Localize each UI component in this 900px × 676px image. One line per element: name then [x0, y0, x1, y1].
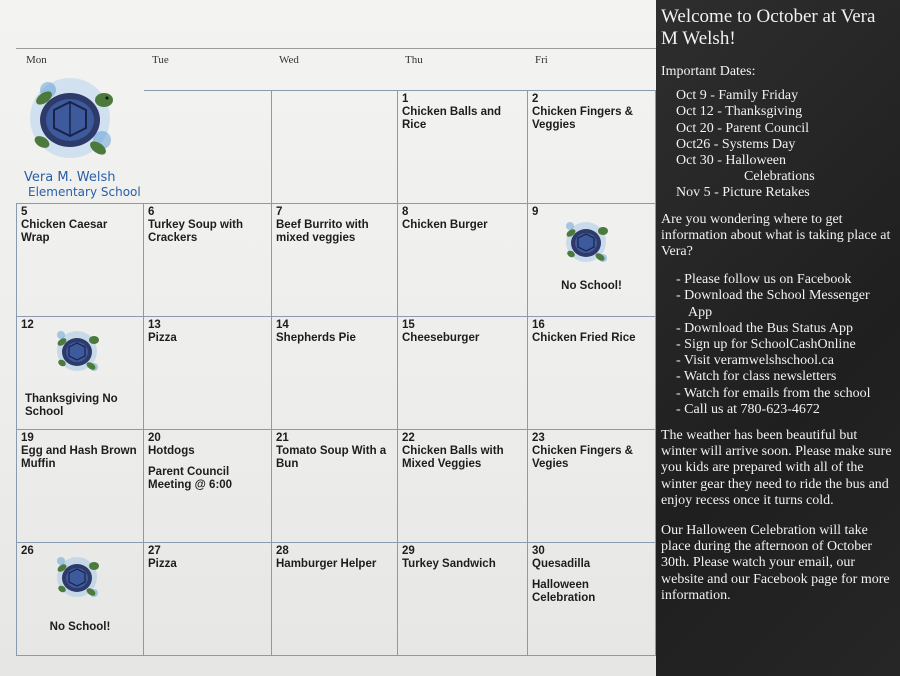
day-number: 30 — [532, 545, 545, 557]
day-number: 2 — [532, 93, 539, 105]
info-item: - Visit veramwelshschool.ca — [676, 353, 834, 369]
day-number: 28 — [276, 545, 289, 557]
day-number: 23 — [532, 432, 545, 444]
day-number: 16 — [532, 319, 545, 331]
menu-item: Chicken Caesar Wrap — [21, 219, 108, 244]
day-number: 14 — [276, 319, 289, 331]
menu-item: Quesadilla — [532, 558, 591, 570]
announcements-sidebar — [656, 0, 900, 676]
day-number: 21 — [276, 432, 289, 444]
date-item: Oct 12 - Thanksgiving — [676, 104, 803, 120]
info-item: - Download the School Messenger App — [676, 288, 870, 320]
menu-item: Chicken Balls with Mixed Veggies — [402, 445, 504, 470]
important-dates-heading: Important Dates: — [661, 64, 756, 79]
logo-name-line1: Vera M. Welsh — [24, 170, 116, 185]
info-item: - Call us at 780-623-4672 — [676, 401, 820, 417]
menu-item: Chicken Burger — [402, 219, 488, 231]
calendar-day-16 — [528, 317, 656, 430]
day-number: 6 — [148, 206, 155, 218]
calendar-empty-cell — [16, 90, 144, 204]
calendar-day-12 — [16, 317, 144, 430]
calendar-day-28 — [272, 543, 398, 656]
menu-item: Chicken Balls and Rice — [402, 106, 502, 131]
date-item: Nov 5 - Picture Retakes — [676, 185, 810, 201]
date-item: Oct 9 - Family Friday — [676, 88, 799, 104]
calendar-day-26 — [16, 543, 144, 656]
calendar-day-19 — [16, 430, 144, 543]
calendar-day-7 — [272, 204, 398, 317]
info-item: - Download the Bus Status App — [676, 320, 853, 336]
menu-item: Egg and Hash Brown Muffin — [21, 445, 137, 470]
day-note: No School! — [561, 280, 622, 292]
day-number: 22 — [402, 432, 415, 444]
menu-item: Pizza — [148, 558, 177, 570]
menu-item: Shepherds Pie — [276, 332, 356, 344]
calendar-day-23 — [528, 430, 656, 543]
day-note: Halloween Celebration — [532, 579, 596, 604]
weather-note: The weather has been beautiful but winter will arrive soon. Please make sure you kids are prepared with all of the winter gear they need to ride the bus and enjoy recess once it turns cold. — [661, 428, 892, 508]
day-number: 26 — [21, 545, 34, 557]
calendar-day-13 — [144, 317, 272, 430]
day-note: Parent Council Meeting @ 6:00 — [148, 466, 233, 491]
date-item: Celebrations — [744, 169, 815, 185]
info-question: Are you wondering where to get information about what is taking place at Vera? — [661, 211, 891, 260]
day-number: 20 — [148, 432, 161, 444]
menu-item: Tomato Soup With a Bun — [276, 445, 387, 470]
info-item: - Sign up for SchoolCashOnline — [676, 337, 856, 353]
menu-item: Chicken Fingers & Veggies — [532, 106, 633, 131]
info-item: - Please follow us on Facebook — [676, 272, 852, 288]
day-number: 5 — [21, 206, 28, 218]
date-item: Oct 30 - Halloween — [676, 153, 787, 169]
calendar-day-9 — [528, 204, 656, 317]
day-note: No School! — [49, 621, 111, 633]
menu-item: Turkey Sandwich — [402, 558, 496, 570]
day-note: Thanksgiving No School — [25, 393, 118, 418]
calendar-day-20 — [144, 430, 272, 543]
calendar-day-15 — [398, 317, 528, 430]
day-number: 12 — [21, 319, 34, 331]
date-item: Oct 20 - Parent Council — [676, 120, 809, 136]
menu-item: Hotdogs — [148, 445, 195, 457]
menu-item: Beef Burrito with mixed veggies — [276, 219, 369, 244]
info-item: - Watch for emails from the school — [676, 385, 871, 401]
day-header-tue: Tue — [152, 54, 169, 66]
day-header-thu: Thu — [405, 54, 423, 66]
calendar-day-5 — [16, 204, 144, 317]
calendar-day-29 — [398, 543, 528, 656]
halloween-note: Our Halloween Celebration will take place during the afternoon of October 30th. Please watch your email, our website and our Facebook page for more information. — [661, 523, 890, 603]
sidebar-title: Welcome to October at Vera M Welsh! — [661, 6, 876, 49]
info-item: - Watch for class newsletters — [676, 369, 837, 385]
turtle-icon — [562, 216, 610, 268]
day-number: 7 — [276, 206, 283, 218]
calendar-day-8 — [398, 204, 528, 317]
date-item: Oct26 - Systems Day — [676, 136, 796, 152]
menu-item: Hamburger Helper — [276, 558, 377, 570]
day-header-fri: Fri — [535, 54, 548, 66]
menu-item: Pizza — [148, 332, 177, 344]
important-dates-list — [661, 88, 896, 201]
day-number: 8 — [402, 206, 409, 218]
calendar-day-1 — [398, 90, 528, 204]
menu-item: Chicken Fingers & Vegies — [532, 445, 633, 470]
day-number: 27 — [148, 545, 161, 557]
day-header-mon: Mon — [26, 54, 47, 66]
day-header-wed: Wed — [279, 54, 299, 66]
day-number: 1 — [402, 93, 409, 105]
logo-name-line2: Elementary School — [28, 185, 141, 199]
day-number: 19 — [21, 432, 34, 444]
turtle-icon — [53, 325, 101, 377]
calendar-empty-cell — [272, 90, 398, 204]
day-number: 13 — [148, 319, 161, 331]
menu-item: Chicken Fried Rice — [532, 332, 636, 344]
calendar-day-14 — [272, 317, 398, 430]
day-number: 15 — [402, 319, 415, 331]
menu-item: Turkey Soup with Crackers — [148, 219, 243, 244]
calendar-day-21 — [272, 430, 398, 543]
calendar-empty-cell — [144, 90, 272, 204]
info-list — [661, 272, 896, 418]
calendar-day-30 — [528, 543, 656, 656]
calendar-day-6 — [144, 204, 272, 317]
calendar-day-22 — [398, 430, 528, 543]
menu-item: Cheeseburger — [402, 332, 480, 344]
day-number: 9 — [532, 206, 539, 218]
turtle-icon — [53, 551, 101, 603]
calendar-day-27 — [144, 543, 272, 656]
calendar-day-2 — [528, 90, 656, 204]
day-number: 29 — [402, 545, 415, 557]
